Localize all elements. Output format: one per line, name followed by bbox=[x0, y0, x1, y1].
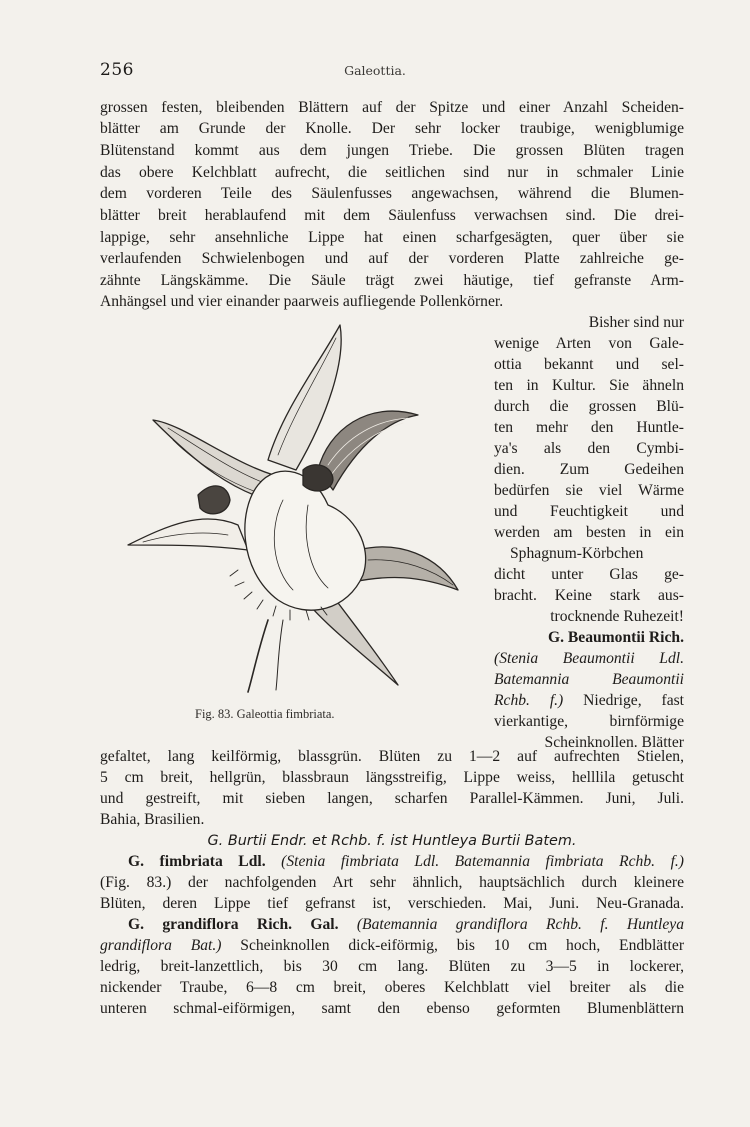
species-heading: G. grandiflora Rich. Gal. bbox=[128, 916, 339, 933]
running-title: Galeottia. bbox=[344, 63, 406, 78]
synonym-text: (Batemannia grandiflora Rchb. f. Huntleya bbox=[338, 916, 684, 933]
orchid-illustration bbox=[118, 320, 478, 695]
text-line: Bahia, Brasilien. bbox=[100, 811, 205, 828]
side-text-line: Bisher sind nur bbox=[588, 314, 684, 331]
text-line: zähnte Längskämme. Die Säule trägt zwei häutige, tief gefranste Arm- bbox=[100, 272, 684, 289]
text-line: ledrig, breit-lanzettlich, bis 30 cm lang. Blüten zu 3—5 in lockerer, bbox=[100, 958, 684, 975]
text-line: Blütenstand kommt aus dem jungen Triebe. Die grossen Blüten tragen bbox=[100, 142, 684, 159]
side-text-line: wenige Arten von Gale- bbox=[494, 335, 684, 352]
species-heading: G. Beaumontii Rich. bbox=[547, 629, 684, 646]
side-text-line: ottia bekannt und sel- bbox=[494, 356, 684, 373]
side-text-line: Scheinknollen. Blätter bbox=[544, 734, 684, 751]
side-text-line: vierkantige, birnförmige bbox=[494, 713, 684, 730]
text-line: blätter am Grunde der Knolle. Der sehr locker traubige, wenigblumige bbox=[100, 120, 684, 137]
side-text-line: bedürfen sie viel Wärme bbox=[494, 482, 684, 499]
side-text-line: ten mehr den Huntle- bbox=[494, 419, 684, 436]
text-line: grossen festen, bleibenden Blättern auf der Spitze und einer Anzahl Scheiden- bbox=[100, 99, 684, 116]
synonym-text: Rchb. f.) bbox=[494, 692, 564, 709]
text-line: nickender Traube, 6—8 cm breit, oberes Kelchblatt viel breiter als die bbox=[100, 979, 684, 996]
text-line: blätter breit herablaufend mit dem Säulenfuss verwachsen sind. Die drei- bbox=[100, 207, 684, 224]
text-line: dem vorderen Teile des Säulenfusses angewachsen, während die Blumen- bbox=[100, 185, 684, 202]
species-entry bbox=[128, 915, 684, 935]
text-line: das obere Kelchblatt aufrecht, die seitlichen sind nur in schmaler Linie bbox=[100, 164, 684, 181]
description-text: Scheinknollen dick-eiförmig, bis 10 cm hoch, Endblätter bbox=[221, 937, 685, 954]
synonym-text: (Stenia fimbriata Ldl. Batemannia fimbriata Rchb. f.) bbox=[265, 853, 685, 870]
side-text-line: ya's als den Cymbi- bbox=[494, 440, 684, 457]
text-line: (Fig. 83.) der nachfolgenden Art sehr ähnlich, hauptsächlich durch kleinere bbox=[100, 874, 684, 891]
page-number: 256 bbox=[100, 60, 134, 80]
side-text-line: durch die grossen Blü- bbox=[494, 398, 684, 415]
side-text-line: Sphagnum-Körbchen bbox=[510, 545, 644, 562]
side-text-line: dicht unter Glas ge- bbox=[494, 566, 684, 583]
side-text-line: dien. Zum Gedeihen bbox=[494, 461, 684, 478]
figure-caption: Fig. 83. Galeottia fimbriata. bbox=[195, 707, 335, 721]
side-text-line: trocknende Ruhezeit! bbox=[550, 608, 684, 625]
synonym-line: Batemannia Beaumontii bbox=[494, 671, 684, 688]
species-entry bbox=[128, 852, 684, 872]
text-line: verlaufenden Schwielenbogen und auf der vorderen Platte zahlreiche ge- bbox=[100, 250, 684, 267]
text-line: und gestreift, mit sieben langen, scharfen Parallel-Kämmen. Juni, Juli. bbox=[100, 790, 684, 807]
synonym-text: grandiflora Bat.) bbox=[100, 937, 222, 954]
side-text-line bbox=[494, 691, 684, 711]
side-text-line: werden am besten in ein bbox=[494, 524, 684, 541]
side-text-line: bracht. Keine stark aus- bbox=[494, 587, 684, 604]
text-line: Anhängsel und vier einander paarweis aufliegende Pollenkörner. bbox=[100, 293, 504, 310]
text-line: lappige, sehr ansehnliche Lippe hat einen scharfgesägten, quer über sie bbox=[100, 229, 684, 246]
description-text: Niedrige, fast bbox=[563, 692, 685, 709]
synonym-line: (Stenia Beaumontii Ldl. bbox=[494, 650, 684, 667]
species-heading: G. fimbriata Ldl. bbox=[128, 853, 266, 870]
text-line: 5 cm breit, hellgrün, blassbraun längsstreifig, Lippe weiss, helllila getuscht bbox=[100, 769, 684, 786]
text-line bbox=[100, 936, 684, 956]
burtii-line: G. Burtii Endr. et Rchb. f. ist Huntleya Burtii Batem. bbox=[207, 833, 577, 849]
text-line: gefaltet, lang keilförmig, blassgrün. Blüten zu 1—2 auf aufrechten Stielen, bbox=[100, 748, 684, 765]
text-line: Blüten, deren Lippe tief gefranst ist, verschieden. Mai, Juni. Neu-Granada. bbox=[100, 895, 684, 912]
side-text-line: und Feuchtigkeit und bbox=[494, 503, 684, 520]
text-line: unteren schmal-eiförmigen, samt den ebenso geformten Blumenblättern bbox=[100, 1000, 684, 1017]
side-text-line: ten in Kultur. Sie ähneln bbox=[494, 377, 684, 394]
